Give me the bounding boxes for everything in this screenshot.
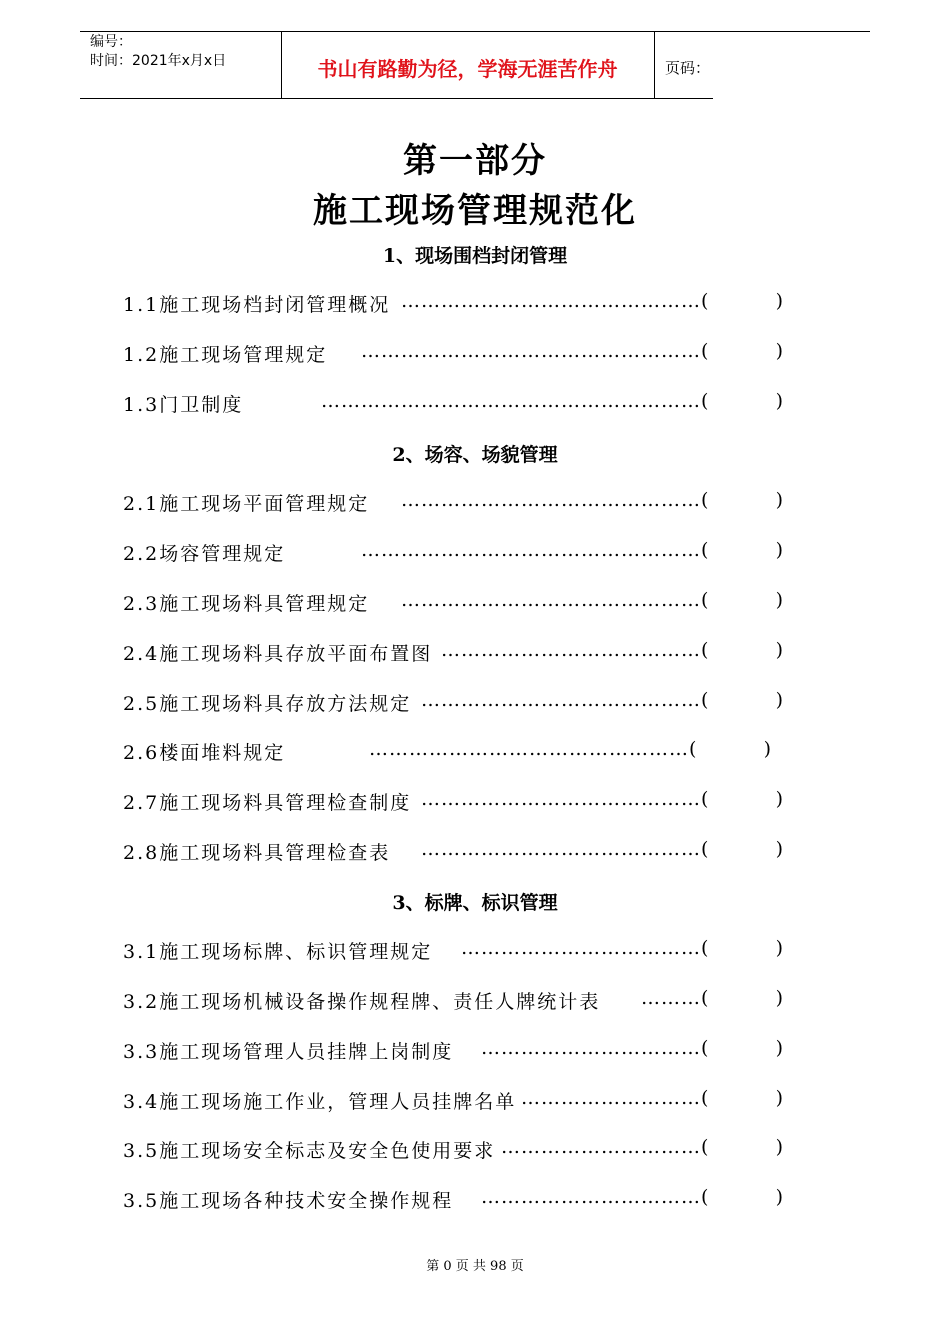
paren-left: ( [701,1087,709,1109]
part-title: 第一部分 [403,141,547,181]
header-bottom-rule [80,98,713,99]
page-number-label: 页码： [665,59,711,77]
toc-entry-label: 3.5施工现场安全标志及安全色使用要求 [123,1140,496,1162]
paren-left: ( [701,489,709,511]
toc-entry-label: 2.3施工现场料具管理规定 [123,593,370,615]
toc-leader-dots: ………………………… [501,1136,701,1158]
paren-left: ( [701,937,709,959]
toc-entry-label: 3.1施工现场标牌、标识管理规定 [123,941,433,963]
toc-entry-label: 1.2施工现场管理规定 [123,344,328,366]
paren-left: ( [701,390,709,412]
paren-right: ) [775,788,783,810]
toc-entry[interactable] [123,689,783,717]
toc-entry-label: 2.5施工现场料具存放方法规定 [123,693,412,715]
toc-entry[interactable] [123,738,771,766]
paren-right: ) [775,838,783,860]
section-heading: 2、场容、场貌管理 [392,444,558,466]
toc-leader-dots: ……………………………………… [401,589,701,611]
paren-right: ) [775,689,783,711]
paren-left: ( [701,1136,709,1158]
toc-entry-label: 1.1施工现场档封闭管理概况 [123,294,391,316]
toc-leader-dots: ………………………………………… [369,738,689,760]
toc-leader-dots: …………………………………………… [361,539,701,561]
paren-right: ) [775,937,783,959]
toc-entry[interactable] [123,1037,783,1065]
paren-right: ) [775,639,783,661]
paren-right: ) [775,1087,783,1109]
toc-entry-label: 3.5施工现场各种技术安全操作规程 [123,1190,454,1212]
header-motto: 书山有路勤为径，学海无涯苦作舟 [317,57,618,81]
paren-right: ) [763,738,771,760]
paren-right: ) [775,390,783,412]
paren-left: ( [701,340,709,362]
toc-leader-dots: ……………………………………… [401,489,701,511]
toc-leader-dots: ……………………………………… [401,290,701,312]
toc-leader-dots: …………………………………… [421,838,701,860]
toc-entry-label: 2.2场容管理规定 [123,543,286,565]
section-heading: 3、标牌、标识管理 [392,892,558,914]
page-header [80,31,870,99]
header-info [90,33,226,71]
paren-left: ( [701,290,709,312]
toc-entry[interactable] [123,788,783,816]
toc-entry-label: 2.1施工现场平面管理规定 [123,493,370,515]
toc-entry[interactable] [123,290,783,318]
part-subtitle: 施工现场管理规范化 [313,191,637,231]
toc-entry-label: 2.4施工现场料具存放平面布置图 [123,643,433,665]
number-label: 编号： [90,34,132,50]
toc-entry[interactable] [123,489,783,517]
toc-entry[interactable] [123,340,783,368]
toc-entry-label: 2.6楼面堆料规定 [123,742,286,764]
toc-entry[interactable] [123,589,783,617]
toc-entry[interactable] [123,1136,783,1164]
paren-left: ( [701,788,709,810]
paren-left: ( [689,738,697,760]
page-footer: 第 0 页 共 98 页 [426,1259,524,1274]
toc-leader-dots: …………………………………… [421,788,701,810]
paren-right: ) [775,589,783,611]
paren-left: ( [701,689,709,711]
paren-left: ( [701,589,709,611]
paren-left: ( [701,639,709,661]
paren-right: ) [775,1136,783,1158]
paren-right: ) [775,489,783,511]
toc-leader-dots: ……… [641,987,701,1009]
paren-right: ) [775,539,783,561]
header-divider-2 [654,31,655,99]
paren-right: ) [775,290,783,312]
paren-left: ( [701,539,709,561]
toc-entry[interactable] [123,937,783,965]
paren-left: ( [701,1186,709,1208]
paren-right: ) [775,1186,783,1208]
toc-entry[interactable] [123,838,783,866]
toc-leader-dots: …………………………………… [421,689,701,711]
toc-leader-dots: ……………………………… [461,937,701,959]
toc-leader-dots: …………………………………………… [361,340,701,362]
toc-entry-label: 1.3门卫制度 [123,394,244,416]
paren-left: ( [701,1037,709,1059]
toc-leader-dots: …………………………… [481,1186,701,1208]
toc-entry-label: 3.2施工现场机械设备操作规程牌、责任人牌统计表 [123,991,601,1013]
toc-entry-label: 3.4施工现场施工作业，管理人员挂牌名单 [123,1091,517,1113]
time-label: 时间：2021年x月x日 [90,53,227,69]
paren-left: ( [701,987,709,1009]
toc-entry-label: 2.7施工现场料具管理检查制度 [123,792,412,814]
section-heading: 1、现场围档封闭管理 [382,245,568,267]
toc-entry[interactable] [123,390,783,418]
toc-leader-dots: …………………………… [481,1037,701,1059]
toc-entry[interactable] [123,1186,783,1214]
toc-entry[interactable] [123,539,783,567]
toc-leader-dots: ………………………………… [441,639,701,661]
toc-entry[interactable] [123,639,783,667]
paren-right: ) [775,340,783,362]
paren-left: ( [701,838,709,860]
toc-leader-dots: ………………………………………………… [321,390,701,412]
paren-right: ) [775,987,783,1009]
paren-right: ) [775,1037,783,1059]
toc-entry-label: 3.3施工现场管理人员挂牌上岗制度 [123,1041,454,1063]
toc-leader-dots: ……………………… [521,1087,701,1109]
toc-entry-label: 2.8施工现场料具管理检查表 [123,842,391,864]
header-top-rule [80,31,870,32]
toc-entry[interactable] [123,1087,783,1115]
toc-entry[interactable] [123,987,783,1015]
